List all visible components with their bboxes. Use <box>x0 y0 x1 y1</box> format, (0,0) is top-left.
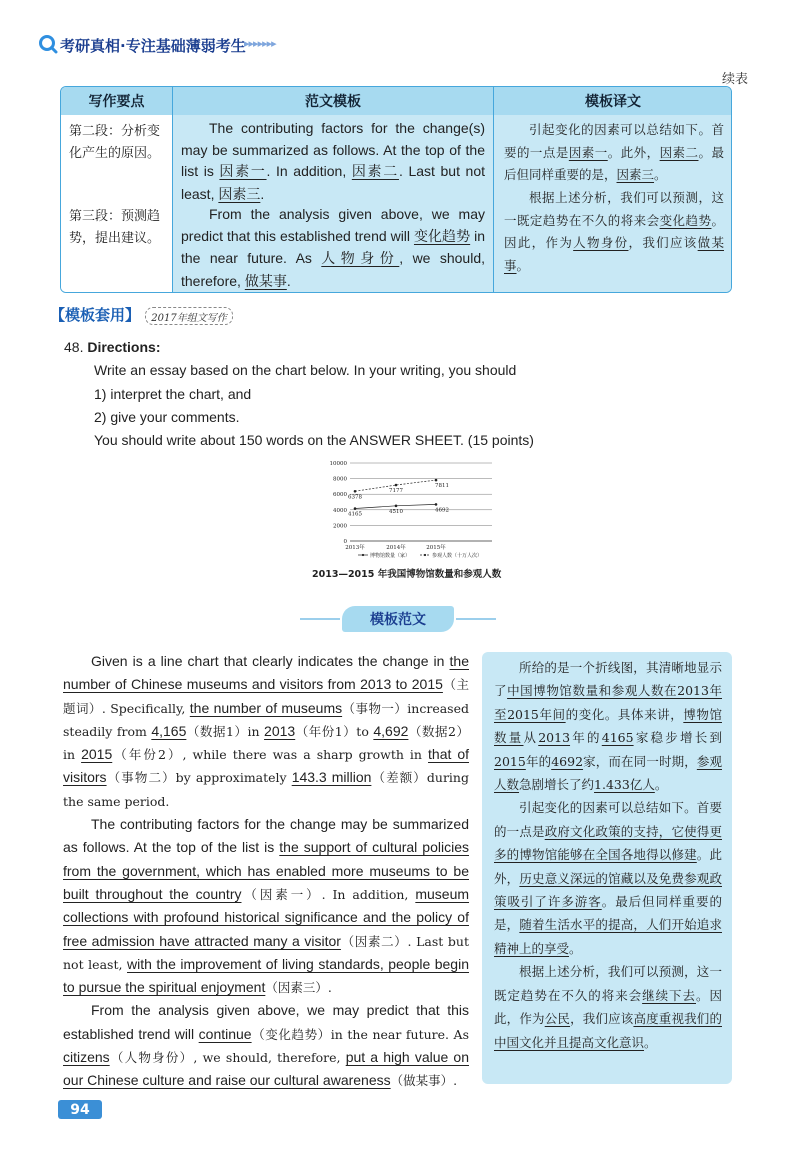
table-continued-label: 续表 <box>721 72 748 87</box>
header-arrows-decoration: ▸▸▸▸▸▸▸ <box>244 37 276 50</box>
data-label: 7177 <box>389 488 403 495</box>
data-label: 7811 <box>435 483 449 490</box>
template-table <box>60 86 732 293</box>
y-tick-label: 6000 <box>333 492 347 499</box>
directions-label: 48. Directions: <box>64 339 161 355</box>
data-point <box>395 484 398 487</box>
data-label: 6378 <box>348 494 362 501</box>
legend-label: 博物馆数量（家） <box>370 553 411 559</box>
x-tick-label: 2014年 <box>386 545 406 551</box>
points-column <box>61 115 172 292</box>
y-tick-label: 8000 <box>333 476 347 483</box>
y-tick-label: 4000 <box>333 507 347 514</box>
x-tick-label: 2013年 <box>345 545 365 551</box>
essay-paragraph-1: Given is a line chart that clearly indicates the change in the number of Chinese museums and visitors from 2013 to 2015（主题词）. Specifically, the number of museums（事物一）increased steadily from 4,165（数据1）in 2013（年份1）to 4,692（数据2）in 2015（年份2）, while there was a sharp growth in that of visitors（事物二）by approximately 143.3 million（差额）during the same period. <box>63 653 470 809</box>
legend-marker <box>424 554 426 556</box>
sample-essay <box>63 650 469 1093</box>
y-tick-label: 10000 <box>329 461 347 467</box>
translation-paragraph-3: 根据上述分析，我们可以预测，这一既定趋势在不久的将来会继续下去。因此，作为公民，我们应该高度重视我们的中国文化并且提高文化意识。 <box>494 964 722 1050</box>
line-chart <box>300 456 500 566</box>
column-divider <box>172 87 173 292</box>
directions-line-4: You should write about 150 words on the ANSWER SHEET. (15 points) <box>94 432 534 448</box>
template-en-paragraph-two: The contributing factors for the change(s) may be summarized as follows. At the top of the list is 因素一. In addition, 因素二. Last but not least, 因素三. <box>181 120 486 203</box>
data-point <box>395 505 398 508</box>
data-point <box>354 490 357 493</box>
legend-marker <box>362 554 364 556</box>
template-zh-paragraph-three: 根据上述分析，我们可以预测，这一既定趋势在不久的将来会变化趋势。因此，作为人物身份，我们应该做某事。 <box>504 190 724 273</box>
essay-paragraph-3: From the analysis given above, we may predict that this established trend will continue（变化趋势）in the near future. As citizens（人物身份）, we should, therefore, put a high value on our Chinese culture and raise our cultural awareness（做某事）. <box>63 1002 470 1089</box>
data-label: 4692 <box>435 507 449 514</box>
title-rule-right <box>456 618 496 620</box>
template-zh-column <box>494 115 732 292</box>
exam-year-tag: 2017年组文写作 <box>145 307 233 325</box>
header-template: 范文模板 <box>173 87 493 115</box>
search-logo-icon <box>38 34 58 54</box>
data-point <box>435 503 438 506</box>
page-number: 94 <box>58 1100 102 1119</box>
template-en-paragraph-three: From the analysis given above, we may predict that this established trend will 变化趋势 in the near future. As 人物身份, we should, therefore, 做某事. <box>181 206 486 290</box>
data-point <box>435 479 438 482</box>
header-translation: 模板译文 <box>494 87 732 115</box>
legend-label: 参观人数（十万人次） <box>432 553 483 559</box>
essay-translation-box <box>482 652 732 1084</box>
template-en-column <box>173 115 493 292</box>
y-tick-label: 2000 <box>333 523 347 530</box>
essay-paragraph-2: The contributing factors for the change may be summarized as follows. At the top of the list is the support of cultural policies from the government, which has enabled more museums to be built throughout the country（因素一）. In addition, museum collections with profound historical significance and the policy of free admission have attracted many a visitor（因素二）. Last but not least, with the improvement of living standards, people begin to pursue the spiritual enjoyment（因素三）. <box>63 816 470 996</box>
y-tick-label: 0 <box>343 539 347 545</box>
point-paragraph-two: 第二段：分析变化产生的原因。 <box>69 124 161 161</box>
data-point <box>354 507 357 510</box>
translation-paragraph-2: 引起变化的因素可以总结如下。首要的一点是政府文化政策的支持，它使得更多的博物馆能够在全国各地得以修建。此外，历史意义深远的馆藏以及免费参观政策吸引了许多游客。最后但同样重要的是，随着生活水平的提高，人们开始追求精神上的享受。 <box>494 800 722 956</box>
title-rule-left <box>300 618 340 620</box>
section-title-apply: 【模板套用】 <box>50 306 141 324</box>
data-label: 4510 <box>389 508 403 515</box>
x-tick-label: 2015年 <box>426 545 446 551</box>
data-label: 4165 <box>348 511 362 518</box>
translation-paragraph-1: 所给的是一个折线图，其清晰地显示了中国博物馆数量和参观人数在2013年至2015年间的变化。具体来讲，博物馆数量从2013年的4165家稳步增长到2015年的4692家，而在同一时期，参观人数急剧增长了约1.433亿人。 <box>494 660 722 793</box>
template-zh-paragraph-two: 引起变化的因素可以总结如下。首要的一点是因素一。此外，因素二。最后但同样重要的是，因素三。 <box>504 122 724 182</box>
column-divider <box>493 87 494 292</box>
directions-line-2: 1) interpret the chart, and <box>94 386 252 402</box>
header-writing-points: 写作要点 <box>61 87 172 115</box>
directions-line-1: Write an essay based on the chart below. In your writing, you should <box>94 362 517 378</box>
point-paragraph-three: 第三段：预测趋势，提出建议。 <box>69 209 161 246</box>
sample-essay-title: 模板范文 <box>342 606 454 632</box>
book-series-title: 考研真相·专注基础薄弱考生 <box>60 37 246 55</box>
directions-line-3: 2) give your comments. <box>94 409 240 425</box>
chart-caption: 2013—2015 年我国博物馆数量和参观人数 <box>312 569 502 580</box>
